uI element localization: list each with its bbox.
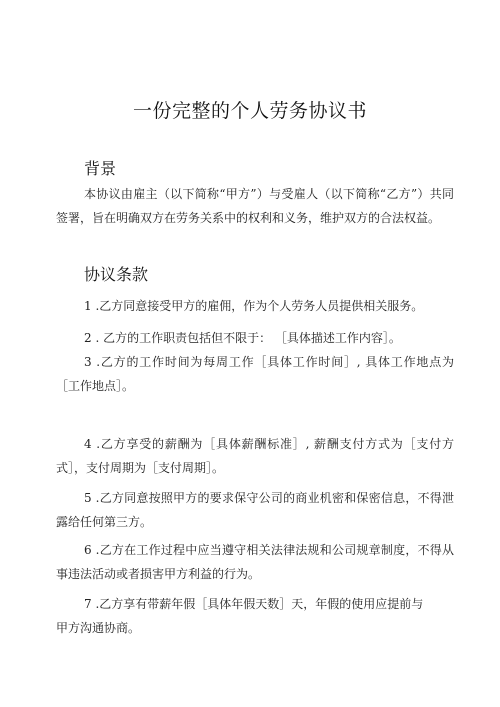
term-item-7-continued: 甲方沟通协商。 bbox=[56, 621, 141, 635]
term-item-2: 2 . 乙方的工作职责包括但不限于： ［具体描述工作内容］。 bbox=[84, 331, 401, 345]
section-heading-terms: 协议条款 bbox=[84, 265, 149, 284]
background-paragraph: 本协议由雇主（以下简称“甲方”）与受雇人（以下简称“乙方”）共同签署，旨在明确双方在劳务关系中的权利和义务，维护双方的合法权益。 bbox=[56, 187, 454, 225]
term-item-6: 6 .乙方在工作过程中应当遵守相关法律法规和公司规章制度，不得从事违法活动或者损害甲方利益的行为。 bbox=[56, 543, 454, 581]
term-item-4: 4 .乙方享受的薪酬为［具体薪酬标准］, 薪酬支付方式为［支付方式］，支付周期为［支付周期］。 bbox=[56, 437, 454, 475]
term-item-3: 3 .乙方的工作时间为每周工作［具体工作时间］, 具体工作地点为［工作地点］。 bbox=[56, 355, 454, 393]
document-title: 一份完整的个人劳务协议书 bbox=[132, 100, 367, 122]
section-heading-background: 背景 bbox=[84, 159, 117, 178]
term-item-7: 7 .乙方享有带薪年假［具体年假天数］天，年假的使用应提前与 bbox=[84, 597, 424, 611]
term-item-5: 5 .乙方同意按照甲方的要求保守公司的商业机密和保密信息，不得泄露给任何第三方。 bbox=[56, 491, 454, 529]
term-item-1: 1 .乙方同意接受甲方的雇佣，作为个人劳务人员提供相关服务。 bbox=[84, 299, 424, 313]
